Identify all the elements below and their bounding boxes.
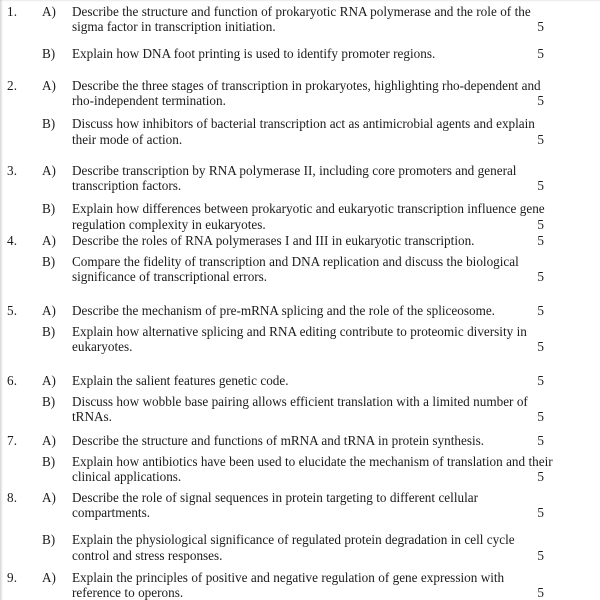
question-block xyxy=(0,433,600,485)
marks-value: 5 xyxy=(537,505,544,521)
part-body xyxy=(72,373,572,388)
part-letter: A) xyxy=(42,490,56,505)
marks-value: 5 xyxy=(537,409,544,425)
question-text: Describe transcription by RNA polymerase II, including core promoters and general transcription factors. xyxy=(72,163,517,194)
question-number: 7. xyxy=(7,433,18,448)
part-letter: A) xyxy=(42,433,56,448)
question-block xyxy=(0,373,600,425)
question-block xyxy=(0,490,600,563)
question-part xyxy=(0,394,600,424)
marks-value: 5 xyxy=(537,131,544,147)
question-part xyxy=(0,454,600,484)
question-text: Describe the role of signal sequences in protein targeting to different cellular compartments. xyxy=(72,490,478,521)
question-text: Explain how alternative splicing and RNA editing contribute to proteomic diversity in eukaryotes. xyxy=(72,324,527,355)
question-text: Explain how antibiotics have been used to elucidate the mechanism of translation and their clinical applications. xyxy=(72,454,553,485)
page-edge-shadow-top xyxy=(0,0,600,2)
part-body xyxy=(72,324,572,354)
question-block xyxy=(0,303,600,355)
part-body xyxy=(72,570,572,600)
question-text: Explain the physiological significance of regulated protein degradation in cell cycle control and stress responses. xyxy=(72,532,515,563)
part-body xyxy=(72,4,572,34)
question-part xyxy=(0,78,600,108)
part-body xyxy=(72,394,572,424)
question-text: Describe the roles of RNA polymerases I and III in eukaryotic transcription. xyxy=(72,233,475,248)
marks-value: 5 xyxy=(537,585,544,600)
part-body xyxy=(72,201,572,231)
part-letter: B) xyxy=(42,116,56,132)
question-text: Describe the three stages of transcription in prokaryotes, highlighting rho-dependent and rho-independent termination. xyxy=(72,78,541,109)
part-body xyxy=(72,433,572,448)
question-text: Explain the salient features genetic code. xyxy=(72,373,289,388)
part-body xyxy=(72,303,572,318)
part-body xyxy=(72,233,572,248)
question-part xyxy=(0,433,600,448)
question-number: 9. xyxy=(7,570,18,585)
part-letter: A) xyxy=(42,233,56,248)
question-text: Explain the principles of positive and negative regulation of gene expression with reference to operons. xyxy=(72,570,505,600)
part-letter: A) xyxy=(42,4,56,19)
question-part xyxy=(0,490,600,520)
question-block xyxy=(0,163,600,232)
question-block xyxy=(0,233,600,285)
part-letter: A) xyxy=(42,570,56,585)
question-number: 8. xyxy=(7,490,18,505)
question-part xyxy=(0,324,600,354)
question-text: Compare the fidelity of transcription and DNA replication and discuss the biological significance of transcriptional errors. xyxy=(72,254,519,285)
part-body xyxy=(72,46,572,61)
question-number: 5. xyxy=(7,303,18,318)
part-letter: B) xyxy=(42,454,56,470)
part-letter: A) xyxy=(42,303,56,318)
part-letter: B) xyxy=(42,394,56,410)
question-part xyxy=(0,116,600,146)
part-body xyxy=(72,163,572,193)
question-part xyxy=(0,373,600,388)
part-body xyxy=(72,454,572,484)
part-body xyxy=(72,532,572,562)
marks-value: 5 xyxy=(537,373,544,388)
question-number: 3. xyxy=(7,163,18,178)
marks-value: 5 xyxy=(537,269,544,285)
question-part xyxy=(0,570,600,600)
question-part xyxy=(0,532,600,562)
question-block xyxy=(0,570,600,600)
marks-value: 5 xyxy=(537,216,544,232)
marks-value: 5 xyxy=(537,46,544,62)
part-letter: B) xyxy=(42,324,56,340)
question-part xyxy=(0,254,600,284)
part-letter: B) xyxy=(42,46,56,62)
marks-value: 5 xyxy=(537,303,544,318)
part-body xyxy=(72,254,572,284)
question-block xyxy=(0,78,600,147)
part-letter: B) xyxy=(42,254,56,270)
marks-value: 5 xyxy=(537,93,544,109)
question-number: 4. xyxy=(7,233,18,248)
part-letter: A) xyxy=(42,373,56,388)
question-text: Explain how DNA foot printing is used to identify promoter regions. xyxy=(72,46,436,62)
question-part xyxy=(0,163,600,193)
question-text: Discuss how inhibitors of bacterial transcription act as antimicrobial agents and explain their mode of action. xyxy=(72,116,535,147)
question-block xyxy=(0,4,600,62)
part-letter: B) xyxy=(42,532,56,548)
question-number: 1. xyxy=(7,4,18,19)
marks-value: 5 xyxy=(537,547,544,563)
question-part xyxy=(0,4,600,34)
marks-value: 5 xyxy=(537,233,544,248)
question-part xyxy=(0,303,600,318)
question-part xyxy=(0,233,600,248)
marks-value: 5 xyxy=(537,469,544,485)
question-text: Describe the structure and functions of mRNA and tRNA in protein synthesis. xyxy=(72,433,485,448)
question-text: Describe the structure and function of prokaryotic RNA polymerase and the role of the sigma factor in transcription initiation. xyxy=(72,4,531,35)
question-text: Discuss how wobble base pairing allows efficient translation with a limited number of tRNAs. xyxy=(72,394,528,425)
part-body xyxy=(72,490,572,520)
question-number: 2. xyxy=(7,78,18,93)
marks-value: 5 xyxy=(537,339,544,355)
question-part xyxy=(0,201,600,231)
marks-value: 5 xyxy=(537,433,544,448)
marks-value: 5 xyxy=(537,178,544,194)
part-letter: A) xyxy=(42,78,56,93)
question-text: Describe the mechanism of pre-mRNA splicing and the role of the spliceosome. xyxy=(72,303,495,318)
question-part xyxy=(0,46,600,61)
part-body xyxy=(72,78,572,108)
marks-value: 5 xyxy=(537,19,544,35)
part-letter: B) xyxy=(42,201,56,217)
question-text: Explain how differences between prokaryotic and eukaryotic transcription influence gene regulation complexity in eukaryotes. xyxy=(72,201,545,232)
part-body xyxy=(72,116,572,146)
question-number: 6. xyxy=(7,373,18,388)
part-letter: A) xyxy=(42,163,56,178)
